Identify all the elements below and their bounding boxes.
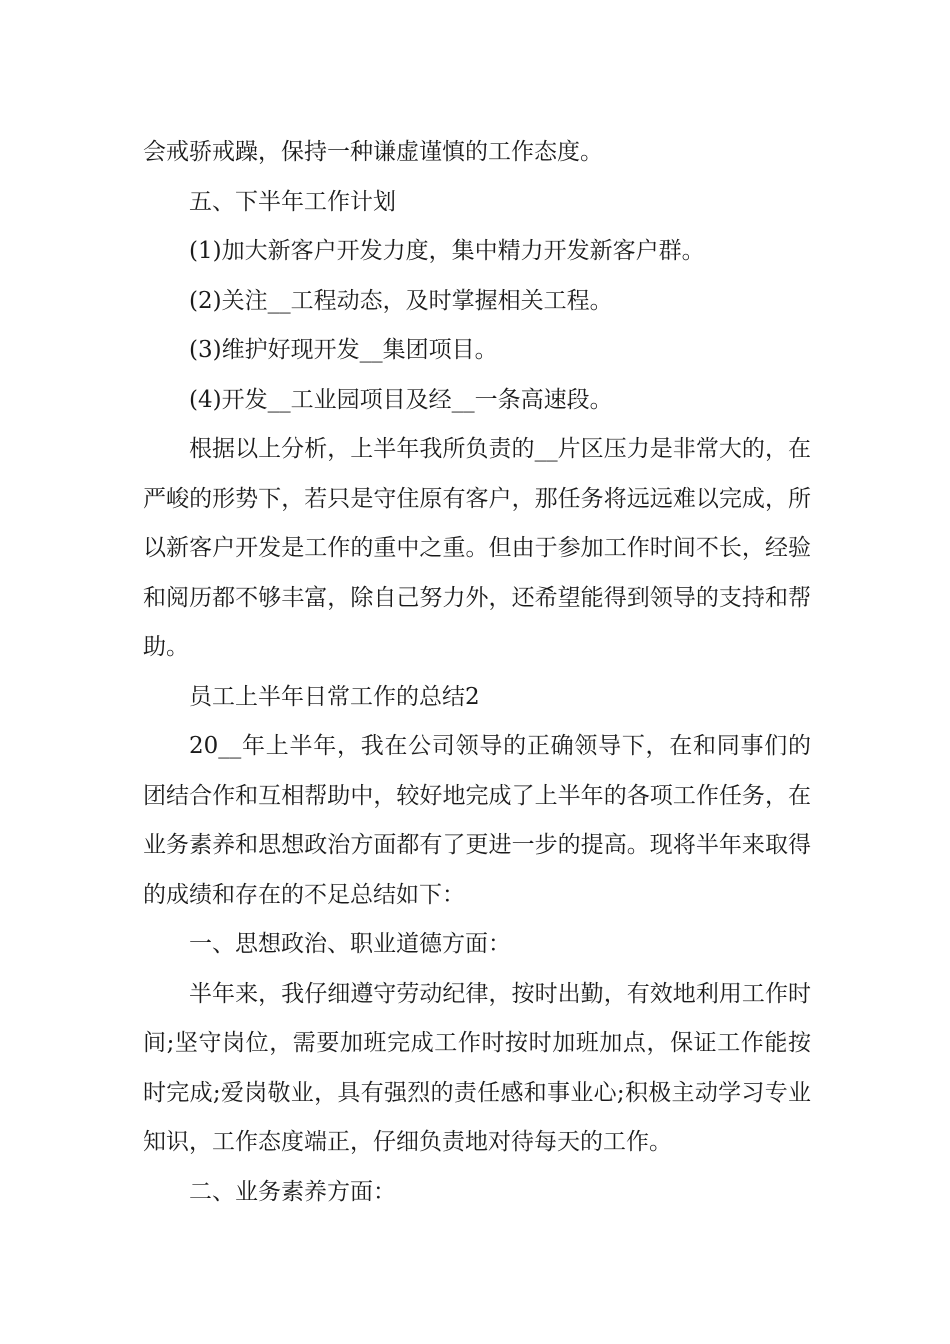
plan-item-1: (1)加大新客户开发力度，集中精力开发新客户群。 bbox=[189, 238, 705, 264]
plan-item-4: (4)开发__工业园项目及经__一条高速段。 bbox=[189, 386, 613, 413]
plan-item-3: (3)维护好现开发__集团项目。 bbox=[189, 337, 498, 363]
intro-paragraph: 20__年上半年，我在公司领导的正确领导下，在和同事们的团结合作和互相帮助中，较好地完成了上半年的各项工作任务，在业务素养和思想政治方面都有了更进一步的提高。现将半年来取得的成绩和存在的不足总结如下： bbox=[143, 733, 811, 908]
section-heading-plan: 五、下半年工作计划 bbox=[189, 188, 396, 215]
section-heading-business: 二、业务素养方面： bbox=[189, 1178, 396, 1205]
summary-2-title: 员工上半年日常工作的总结2 bbox=[189, 683, 480, 710]
plan-item-2: (2)关注__工程动态，及时掌握相关工程。 bbox=[189, 287, 613, 314]
paragraph-continuation: 会戒骄戒躁，保持一种谦虚谨慎的工作态度。 bbox=[143, 139, 603, 165]
analysis-paragraph: 根据以上分析，上半年我所负责的__片区压力是非常大的，在严峻的形势下，若只是守住原有客户，那任务将远远难以完成，所以新客户开发是工作的重中之重。但由于参加工作时间不长，经验和阅历都不够丰富，除自己努力外，还希望能得到领导的支持和帮助。 bbox=[143, 436, 811, 660]
document-body bbox=[143, 128, 811, 1217]
section-heading-ethics: 一、思想政治、职业道德方面： bbox=[189, 931, 511, 957]
ethics-paragraph: 半年来，我仔细遵守劳动纪律，按时出勤，有效地利用工作时间;坚守岗位，需要加班完成工作时按时加班加点，保证工作能按时完成;爱岗敬业，具有强烈的责任感和事业心;积极主动学习专业知识，工作态度端正，仔细负责地对待每天的工作。 bbox=[143, 980, 811, 1155]
